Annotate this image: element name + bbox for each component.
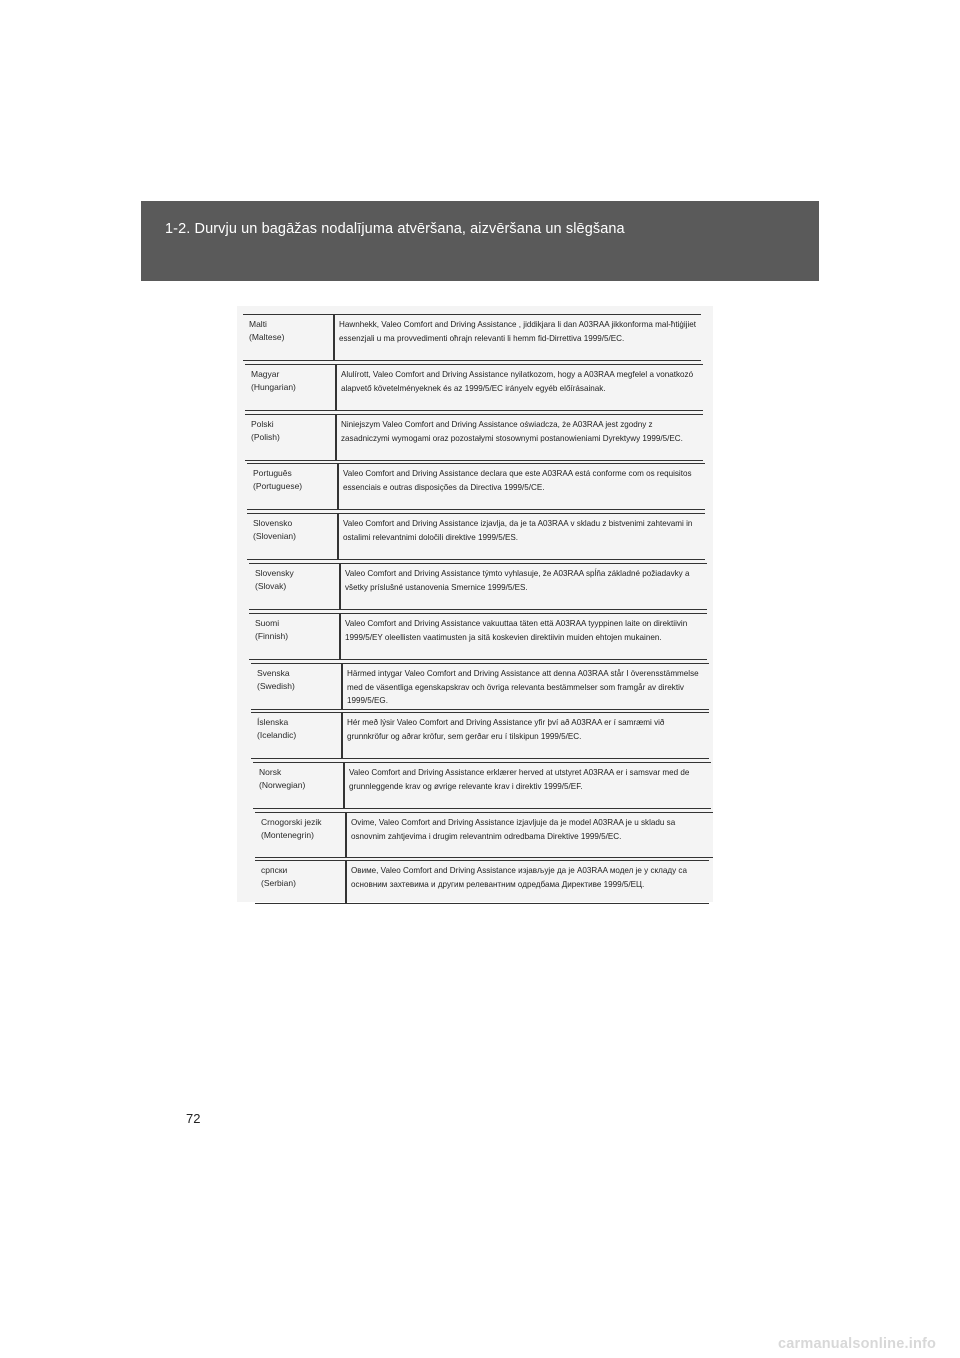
page-number: 72	[186, 1111, 201, 1126]
language-native-name: Slovensky	[255, 568, 294, 578]
column-divider	[337, 514, 339, 559]
language-native-name: Norsk	[259, 767, 282, 777]
declaration-language	[259, 766, 343, 792]
declaration-language	[255, 617, 339, 643]
declaration-text: Niniejszym Valeo Comfort and Driving Assistance oświadcza, że A03RAA jest zgodny z zasadniczymi wymogami oraz pozostałymi stosownymi postanowieniami Dyrektywy 1999/5/EC.	[341, 420, 683, 443]
language-english-name: (Swedish)	[257, 681, 295, 691]
declaration-row	[243, 314, 701, 361]
declaration-row	[247, 463, 705, 510]
declaration-text: Valeo Comfort and Driving Assistance erklærer herved at utstyret A03RAA er i samsvar med de grunnleggende krav og øvrige relevante krav i direktiv 1999/5/EF.	[349, 768, 690, 791]
language-native-name: Polski	[251, 419, 274, 429]
column-divider	[345, 813, 347, 857]
column-divider	[341, 713, 343, 758]
declaration-row	[249, 563, 707, 610]
language-english-name: (Polish)	[251, 432, 280, 442]
declaration-language	[255, 567, 339, 593]
language-english-name: (Maltese)	[249, 332, 285, 342]
language-native-name: Suomi	[255, 618, 280, 628]
column-divider	[335, 415, 337, 460]
declaration-language	[253, 467, 337, 493]
declaration-text: Овиме, Valeo Comfort and Driving Assistance изјављује да је A03RAA модел је у складу са основним захтевима и другим релевантним одредбама Директиве 1999/5/ЕЦ.	[351, 866, 687, 889]
column-divider	[333, 315, 335, 360]
declaration-row	[251, 712, 709, 759]
section-header-bar	[141, 201, 819, 281]
column-divider	[337, 464, 339, 509]
declaration-row	[255, 860, 709, 904]
declaration-language	[257, 667, 341, 693]
language-native-name: српски	[261, 865, 288, 875]
column-divider	[339, 564, 341, 609]
declaration-text: Ovime, Valeo Comfort and Driving Assistance izjavljuje da je model A03RAA je u skladu sa osnovnim zahtjevima i drugim relevantnim odredbama Direktive 1999/5/EC.	[351, 818, 676, 841]
declaration-text: Härmed intygar Valeo Comfort and Driving Assistance att denna A03RAA står I överensstämmelse med de väsentliga egenskapskrav och övriga relevanta bestämmelser som framgår av direktiv 1999/5/EG.	[347, 669, 699, 705]
column-divider	[343, 763, 345, 808]
declaration-row	[249, 613, 707, 660]
declaration-row	[245, 364, 703, 411]
declaration-text: Valeo Comfort and Driving Assistance vakuuttaa täten että A03RAA tyyppinen laite on direktiivin 1999/5/EY oleellisten vaatimusten ja sitä koskevien direktiivin muiden ehtojen mukainen.	[345, 619, 688, 642]
declaration-language	[261, 816, 345, 842]
declaration-row	[245, 414, 703, 461]
column-divider	[339, 614, 341, 659]
declaration-language	[261, 864, 345, 890]
language-native-name: Slovensko	[253, 518, 293, 528]
declaration-text: Hér með lýsir Valeo Comfort and Driving Assistance yfir því að A03RAA er í samræmi við grunnkröfur og aðrar kröfur, sem gerðar eru í tilskipun 1999/5/EC.	[347, 718, 665, 741]
declaration-language	[251, 418, 335, 444]
language-native-name: Português	[253, 468, 292, 478]
declaration-scan	[237, 306, 713, 902]
section-title: 1-2. Durvju un bagāžas nodalījuma atvēršana, aizvēršana un slēgšana	[165, 221, 625, 237]
watermark-text: carmanualsonline.info	[778, 1336, 937, 1352]
column-divider	[335, 365, 337, 410]
declaration-text: Valeo Comfort and Driving Assistance declara que este A03RAA está conforme com os requisitos essenciais e outras disposições da Directiva 1999/5/CE.	[343, 469, 692, 492]
language-native-name: Malti	[249, 319, 267, 329]
declaration-row	[253, 762, 711, 809]
language-english-name: (Icelandic)	[257, 730, 297, 740]
language-english-name: (Slovak)	[255, 581, 287, 591]
language-english-name: (Montenegrin)	[261, 830, 314, 840]
language-english-name: (Hungarian)	[251, 382, 296, 392]
language-native-name: Íslenska	[257, 717, 289, 727]
declaration-language	[249, 318, 333, 344]
declaration-text: Valeo Comfort and Driving Assistance izjavlja, da je ta A03RAA v skladu z bistvenimi zahtevami in ostalimi relevantnimi določili direktive 1999/5/ES.	[343, 519, 693, 542]
declaration-row	[247, 513, 705, 560]
declaration-language	[251, 368, 335, 394]
declaration-language	[257, 716, 341, 742]
declaration-row	[255, 812, 713, 858]
declaration-text: Valeo Comfort and Driving Assistance týmto vyhlasuje, že A03RAA spĺňa základné požiadavky a všetky príslušné ustanovenia Smernice 1999/5/ES.	[345, 569, 690, 592]
language-english-name: (Slovenian)	[253, 531, 296, 541]
language-english-name: (Finnish)	[255, 631, 289, 641]
declaration-text: Hawnhekk, Valeo Comfort and Driving Assistance , jiddikjara li dan A03RAA jikkonforma mal-ħtiġijiet essenzjali u ma provvedimenti oħrajn relevanti li hemm fid-Dirrettiva 1999/5/EC.	[339, 320, 697, 343]
language-native-name: Svenska	[257, 668, 290, 678]
column-divider	[345, 861, 347, 903]
declaration-text: Alulírott, Valeo Comfort and Driving Assistance nyilatkozom, hogy a A03RAA megfelel a vonatkozó alapvető követelményeknek és az 1999/5/EC irányelv egyéb előírásainak.	[341, 370, 694, 393]
language-english-name: (Portuguese)	[253, 481, 303, 491]
language-english-name: (Serbian)	[261, 878, 296, 888]
language-native-name: Magyar	[251, 369, 280, 379]
language-native-name: Crnogorski jezik	[261, 817, 322, 827]
column-divider	[341, 664, 343, 709]
language-english-name: (Norwegian)	[259, 780, 306, 790]
declaration-row	[251, 663, 709, 710]
declaration-language	[253, 517, 337, 543]
